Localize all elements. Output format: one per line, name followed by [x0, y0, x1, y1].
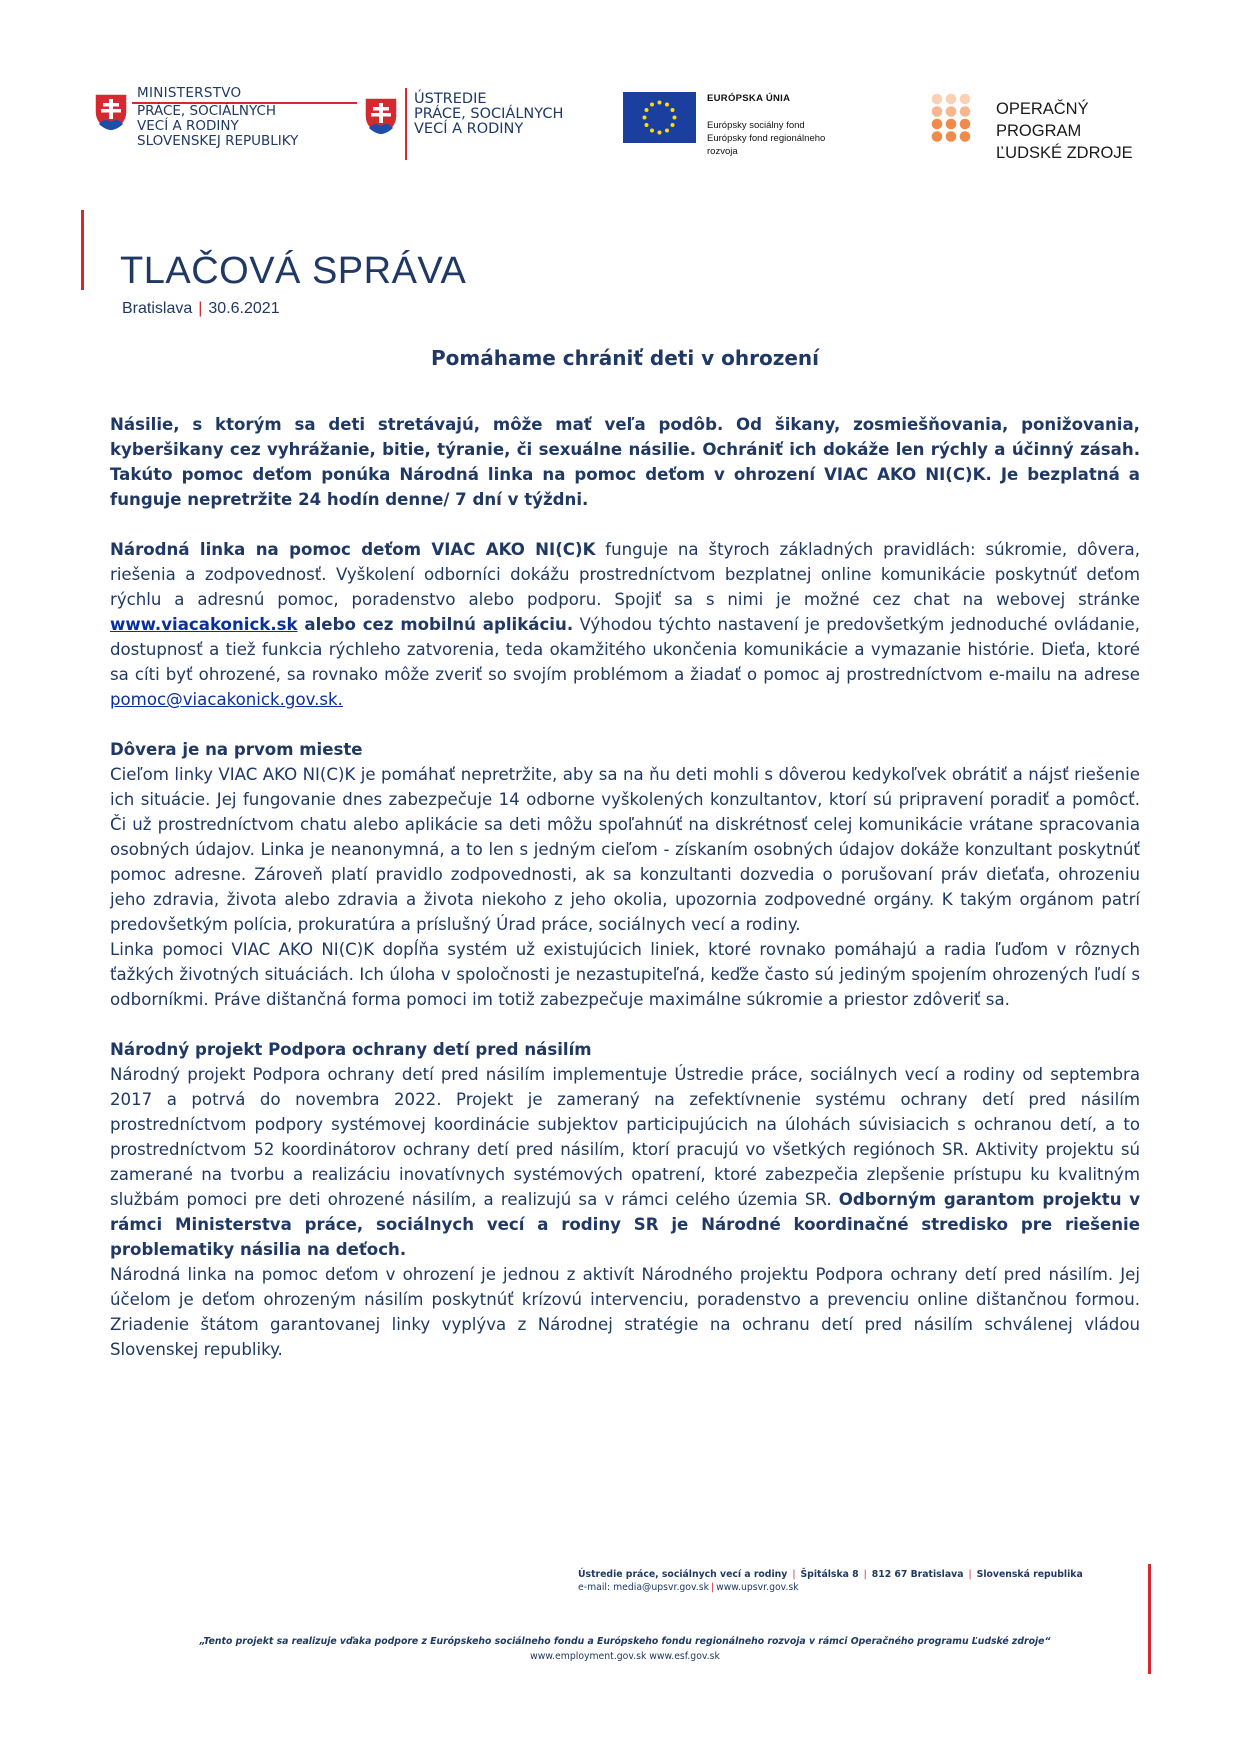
intro-paragraph: Násilie, s ktorým sa deti stretávajú, môže mať veľa podôb. Od šikany, zosmiešňovania, ponižovania, kyberšikany cez vyhrážanie, bitie, týranie, či sexuálne násilie. Ochrániť ich dokáže len rýchly a účinný zásah. Takúto pomoc deťom ponúka Národná linka na pomoc deťom v ohrození VIAC AKO NI(C)K. Je bezplatná a funguje nepretržite 24 hodín denne/ 7 dní v týždni. — [110, 415, 1140, 509]
ministry-logo-line: VECÍ A RODINY — [137, 118, 239, 134]
paragraph: Národná linka na pomoc deťom v ohrození je jednou z aktivít Národného projektu Podpora ochrany detí pred násilím. Jej účelom je deťom ohrozeným násilím poskytnúť krízovú intervenciu, poradenstvo a prevenciu online dištančnou formou. Zriadenie štátom garantovanej linky vyplýva z Národnej stratégie na ochranu detí pred násilím schválenej vládou Slovenskej republiky. — [110, 1265, 1140, 1359]
eu-logo-line: Európsky fond regionálneho rozvoja — [707, 133, 826, 157]
eu-star — [665, 128, 669, 132]
footer-web-link[interactable]: www.upsvr.gov.sk — [716, 1582, 799, 1593]
dateline-date: 30.6.2021 — [208, 300, 280, 317]
logo-red-line — [405, 88, 407, 160]
paragraph — [110, 1062, 1140, 1262]
ustredie-logo-line: ÚSTREDIE — [414, 91, 487, 107]
section2-text: Národný projekt Podpora ochrany detí pred násilím implementuje Ústredie práce, sociálnych vecí a rodiny od septembra 2017 a potrvá do novembra 2022. Projekt je zameraný na zefektívnenie systému ochrany detí pred násilím prostredníctvom podpory systémovej koordinácie subjektov participujúcich na úlohách súvisiacich s ochranou detí, a to prostredníctvom 52 koordinátorov ochrany detí pred násilím, ktorí pracujú vo všetkých regiónoch SR. Aktivity projektu sú zamerané na tvorbu a realizáciu inovatívnych systémových opatrení, ktoré zabezpečia zlepšenie prístupu ku kvalitným službám pomoci pre deti ohrozené násilím, a realizujú sa v rámci celého územia SR. — [110, 1065, 1140, 1209]
op-dot — [960, 119, 971, 130]
para2-bold-start: Národná linka na pomoc deťom VIAC AKO NI(C)K — [110, 540, 596, 559]
op-dots-icon — [930, 93, 972, 143]
eu-star — [658, 101, 662, 105]
para2-text: Výhodou týchto nastavení je predovšetkým jednoduché ovládanie, dostupnosť a tiež funkcia rýchleho zatvorenia, teda okamžitého ukončenia komunikácie a vymazanie histórie. Dieťa, ktoré sa cíti byť ohrozené, sa rovnako môže zveriť so svojím problémom a žiadať o pomoc aj prostredníctvom e-mailu na adrese — [110, 615, 1141, 684]
footer-email[interactable]: e-mail: media@upsvr.gov.sk — [578, 1582, 709, 1593]
eu-star — [673, 116, 677, 120]
footer-address: Ústredie práce, sociálnych vecí a rodiny | Špitálska 8 | 812 67 Bratislava | Slovenská republika e-mail: media@upsvr.gov.sk | www.upsvr.gov.sk — [578, 1569, 1083, 1593]
op-dot — [960, 131, 971, 142]
funding-web-links[interactable]: www.employment.gov.sk www.esf.gov.sk — [530, 1651, 720, 1662]
paragraph: Cieľom linky VIAC AKO NI(C)K je pomáhať nepretržite, aby sa na ňu deti mohli s dôverou kedykoľvek obrátiť a nájsť riešenie ich situácie. Jej fungovanie dnes zabezpečuje 14 odborne vyškolených konzultantov, ktorí sú pripravení poradiť a pomôcť. Či už prostredníctvom chatu alebo aplikácie sa deti môžu spoľahnúť na diskrétnosť celej komunikácie vrátane spracovania osobných údajov. Linka je neanonymná, a to len s jedným cieľom - získaním osobných údajov dokáže konzultant poskytnúť pomoc adresne. Zároveň platí pravidlo zodpovednosti, ak sa konzultanti dozvedia o porušovaní práv dieťaťa, ohrozeniu jeho zdravia, života alebo zdravia a života niekoho z jeho okolia, upozornia zodpovedné orgány. K takým orgánom patrí predovšetkým polícia, prokuratúra a príslušný Úrad práce, sociálnych vecí a rodiny. — [110, 765, 1140, 934]
ministry-logo-line: PRÁCE, SOCIÁLNYCH — [137, 103, 277, 119]
op-logo-line: OPERAČNÝ PROGRAM — [996, 100, 1089, 140]
paragraph — [110, 537, 1140, 712]
op-dot — [960, 106, 971, 117]
title-accent-bar — [81, 210, 84, 290]
eu-star — [645, 123, 649, 127]
dateline-separator: | — [198, 300, 203, 317]
footer-street: Špitálska 8 — [800, 1569, 859, 1580]
op-logo-line: ĽUDSKÉ ZDROJE — [996, 144, 1133, 162]
section2-bold: Odborným garantom projektu v rámci Ministerstva práce, sociálnych vecí a rodiny SR je Národné koordinačné stredisko pre riešenie problematiky násilia na deťoch. — [110, 1190, 1141, 1259]
ustredie-logo-line: VECÍ A RODINY — [414, 121, 524, 137]
eu-star — [650, 128, 654, 132]
funding-note: „Tento projekt sa realizuje vďaka podpore z Európskeho sociálneho fondu a Európskeho fondu regionálneho rozvoja v rámci Operačného programu Ľudské zdroje“ — [199, 1636, 1051, 1647]
ustredie-logo-line: PRÁCE, SOCIÁLNYCH — [414, 106, 564, 122]
footer-city: 812 67 Bratislava — [871, 1569, 964, 1580]
ministry-logo-line: MINISTERSTVO — [137, 85, 242, 101]
footer-org: Ústredie práce, sociálnych vecí a rodiny — [578, 1569, 788, 1580]
footer-accent-bar — [1148, 1564, 1151, 1674]
op-dot — [946, 106, 957, 117]
eu-logo-title: EURÓPSKA ÚNIA — [707, 93, 791, 104]
ministry-logo-line: SLOVENSKEJ REPUBLIKY — [137, 133, 299, 149]
op-dot — [960, 94, 971, 105]
eu-star — [643, 116, 647, 120]
slovak-shield-icon — [364, 96, 398, 136]
website-link[interactable]: www.viacakonick.sk — [110, 615, 298, 634]
op-dot — [946, 119, 957, 130]
dateline-city: Bratislava — [122, 300, 193, 317]
op-dot — [932, 119, 943, 130]
para2-bold-mid: alebo cez mobilnú aplikáciu. — [297, 615, 574, 634]
para2-text: funguje na štyroch základných pravidlách: súkromie, dôvera, riešenia a zodpovednosť. Vyškolení odborníci dokážu prostredníctvom bezplatnej online komunikácie poskytnúť deťom rýchlu a adresnú pomoc, poradenstvo alebo podporu. Spojiť sa s nimi je možné cez chat na webovej stránke — [110, 540, 1140, 609]
eu-star — [658, 131, 662, 135]
section-heading: Národný projekt Podpora ochrany detí pred násilím — [110, 1040, 592, 1059]
paragraph: Linka pomoci VIAC AKO NI(C)K dopĺňa systém už existujúcich liniek, ktoré rovnako pomáhajú a radia ľuďom v rôznych ťažkých životných situáciách. Ich úloha v spoločnosti je nezastupiteľná, keďže často sú jediným spojením ohrozených ľudí s odborníkmi. Práve dištančná forma pomoci im totiž zabezpečuje maximálne súkromie a priestor zdôveriť sa. — [110, 940, 1140, 1009]
section-heading: Dôvera je na prvom mieste — [110, 740, 363, 759]
op-dot — [932, 106, 943, 117]
page-title: TLAČOVÁ SPRÁVA — [120, 250, 467, 292]
op-dot — [932, 94, 943, 105]
article-body — [110, 412, 1140, 1362]
eu-flag-icon — [623, 92, 696, 143]
op-dot — [946, 94, 957, 105]
eu-star — [670, 123, 674, 127]
footer-funding-note — [110, 1634, 1140, 1664]
eu-star — [645, 108, 649, 112]
dateline — [122, 300, 280, 318]
slovak-shield-icon — [94, 92, 128, 132]
headline: Pomáhame chrániť deti v ohrození — [430, 346, 820, 370]
eu-logo-line: Európsky sociálny fond — [707, 120, 805, 131]
op-dot — [946, 131, 957, 142]
eu-logo — [623, 92, 853, 157]
ustredie-logo — [364, 88, 594, 163]
ministry-logo — [94, 85, 334, 160]
eu-star — [650, 103, 654, 107]
eu-star — [670, 108, 674, 112]
email-link[interactable]: pomoc@viacakonick.gov.sk. — [110, 690, 343, 709]
op-ludske-zdroje-logo — [930, 93, 1160, 162]
footer-country: Slovenská republika — [976, 1569, 1083, 1580]
op-dot — [932, 131, 943, 142]
eu-star — [665, 103, 669, 107]
